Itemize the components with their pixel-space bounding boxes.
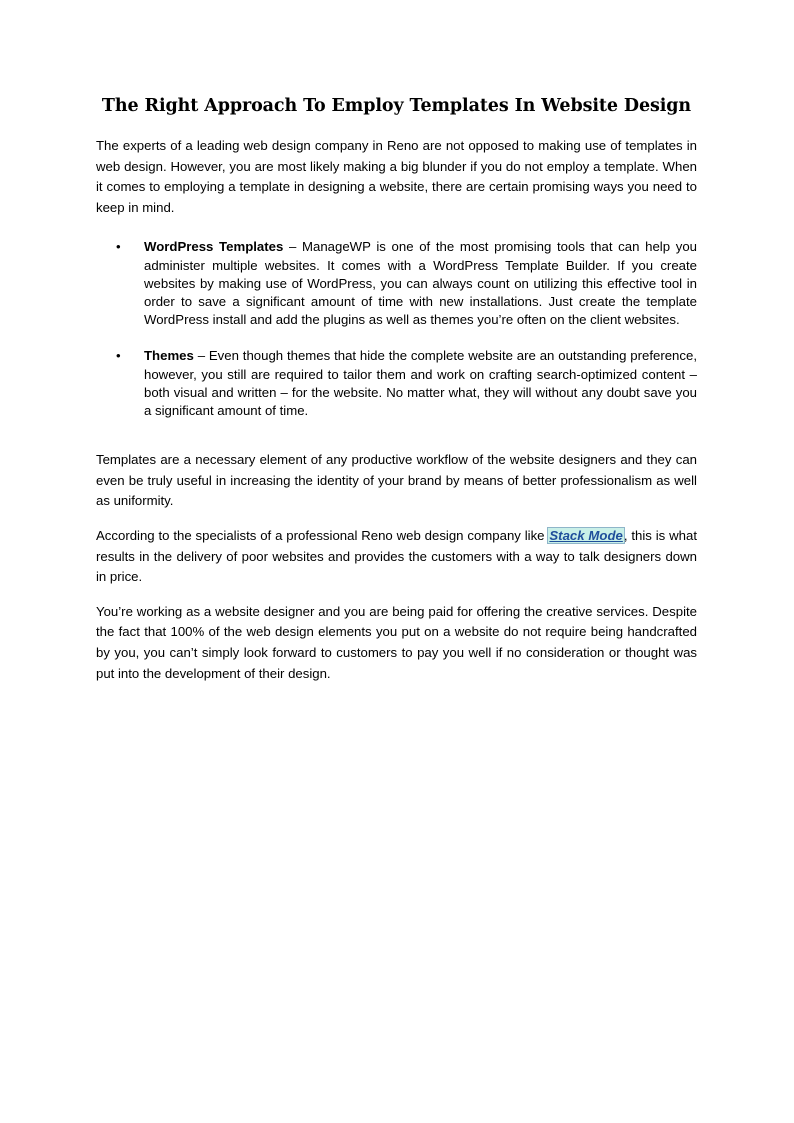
list-item-text: – ManageWP is one of the most promising tools that can help you administer multiple websites. It comes with a WordPress Template Builder. If you create websites by making use of WordPress, you can always count on utilizing this effective tool in order to save a significant amount of time with new installations. Just create the template WordPress install and add the plugins as well as themes you’re often on the client websites. — [144, 239, 697, 328]
paragraph-text-after: , this is what results in the delivery of poor websites and provides the customers with a way to talk designers down in price. — [96, 527, 697, 585]
stack-mode-link[interactable]: Stack Mode — [549, 527, 623, 543]
list-item-term: Themes — [144, 348, 194, 364]
list-item — [96, 238, 697, 329]
list-item-term: WordPress Templates — [144, 239, 284, 255]
document-title: The Right Approach To Employ Templates In Website Design — [101, 96, 692, 116]
list-item-text: – Even though themes that hide the complete website are an outstanding preference, however, you still are required to tailor them and work on crafting search-optimized content – both visual and written – for the website. No matter what, they will without any doubt save you a significant amount of time. — [144, 348, 697, 418]
paragraph-text-before: According to the specialists of a professional Reno web design company like — [96, 527, 549, 543]
list-item — [96, 347, 697, 420]
templates-paragraph: Templates are a necessary element of any productive workflow of the website designers and they can even be truly useful in increasing the identity of your brand by means of better professionalism as well as uniformity. — [96, 452, 697, 509]
designer-paragraph: You’re working as a website designer and you are being paid for offering the creative services. Despite the fact that 100% of the web design elements you put on a website do not require being handcrafted by you, you can’t simply look forward to customers to pay you well if no consideration or thought was put into the development of their design. — [96, 603, 697, 681]
intro-paragraph: The experts of a leading web design company in Reno are not opposed to making use of templates in web design. However, you are most likely making a big blunder if you do not employ a template. When it comes to employing a template in designing a website, there are certain promising ways you need to keep in mind. — [96, 138, 697, 215]
bullet-icon: • — [116, 239, 121, 255]
bullet-list — [96, 238, 697, 420]
document-page — [96, 92, 697, 684]
specialists-paragraph — [96, 526, 697, 588]
bullet-icon: • — [116, 348, 121, 364]
